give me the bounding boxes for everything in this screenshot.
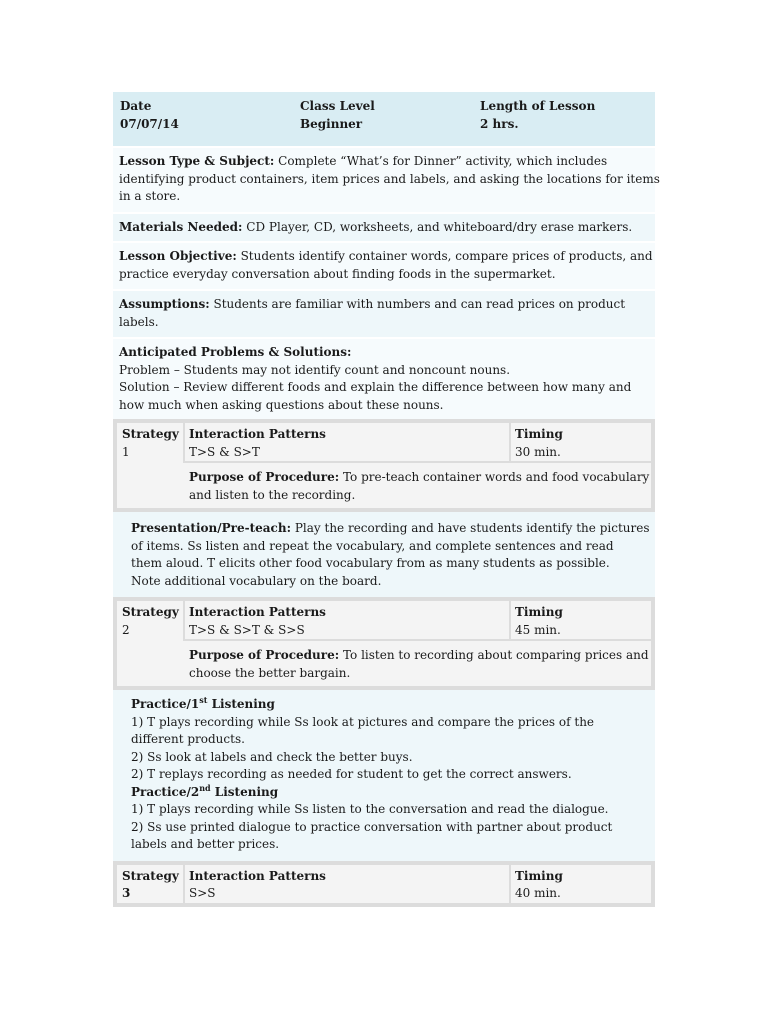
lesson-type-label: Lesson Type & Subject: — [119, 154, 275, 168]
practice-2-line-3: labels and better prices. — [131, 837, 280, 851]
timing-value: 45 min. — [515, 622, 561, 637]
problem-text: Problem – Students may not identify count and noncount nouns. — [119, 362, 511, 377]
objective-text-1: Students identify container words, compare prices of products, and — [236, 249, 653, 263]
interaction-pattern: T>S & S>T — [189, 444, 260, 459]
purpose-text-2: and listen to the recording. — [189, 487, 356, 502]
timing-cell — [515, 868, 563, 903]
practice-1-line-2: different products. — [131, 732, 245, 746]
timing-cell — [515, 426, 563, 461]
timing-cell — [515, 604, 563, 639]
purpose-text-1: To listen to recording about comparing prices and — [339, 648, 649, 662]
materials-label: Materials Needed: — [119, 219, 243, 234]
date-cell — [120, 98, 179, 133]
timing-label: Timing — [515, 605, 563, 619]
purpose-text-2: choose the better bargain. — [189, 665, 351, 680]
strategy-2-cell — [122, 604, 179, 639]
strategy-label: Strategy — [122, 868, 179, 883]
strategy-number: 2 — [122, 622, 130, 637]
assumptions-label: Assumptions: — [119, 297, 210, 311]
presentation-text-2: of items. Ss listen and repeat the vocabulary, and complete sentences and read — [131, 538, 614, 553]
strategy-3-box — [113, 861, 655, 907]
practice-section — [113, 690, 655, 861]
practice-1-line-1: 1) T plays recording while Ss look at pictures and compare the prices of the — [131, 714, 595, 729]
presentation-text-3: them aloud. T elicits other food vocabulary from as many students as possible. — [131, 556, 610, 570]
interaction-label: Interaction Patterns — [189, 427, 326, 441]
strategy-1-cell — [122, 426, 179, 461]
solution-text-2: how much when asking questions about these nouns. — [119, 397, 444, 412]
practice-1-heading: Practice/1st Listening — [131, 695, 275, 711]
assumptions-text-1: Students are familiar with numbers and can read prices on product — [209, 297, 626, 311]
purpose-text-1: To pre-teach container words and food vocabulary — [339, 470, 650, 484]
header-row — [113, 92, 655, 146]
lesson-type-text-1: Complete “What’s for Dinner” activity, which includes — [274, 154, 608, 168]
assumptions-text-2: labels. — [119, 314, 159, 329]
lesson-plan-table — [113, 92, 660, 907]
purpose-label: Purpose of Procedure: — [189, 648, 340, 662]
strategy-label: Strategy — [122, 427, 179, 441]
materials-section — [113, 214, 655, 242]
practice-1-line-3: 2) Ss look at labels and check the better buys. — [131, 749, 413, 764]
date-value: 07/07/14 — [120, 116, 179, 131]
assumptions-section — [113, 291, 655, 337]
purpose-cell — [117, 463, 651, 508]
problems-section — [113, 339, 655, 419]
presentation-label: Presentation/Pre-teach: — [131, 521, 292, 535]
interaction-cell — [189, 868, 326, 903]
strategy-3-cell — [122, 868, 179, 903]
interaction-cell — [189, 604, 326, 639]
interaction-label: Interaction Patterns — [189, 868, 326, 883]
interaction-cell — [189, 426, 326, 461]
materials-text: CD Player, CD, worksheets, and whiteboard/dry erase markers. — [242, 219, 633, 234]
class-level-value: Beginner — [300, 116, 363, 131]
class-level-cell — [300, 98, 375, 133]
timing-label: Timing — [515, 427, 563, 441]
practice-2-heading: Practice/2nd Listening — [131, 782, 279, 799]
objective-text-2: practice everyday conversation about finding foods in the supermarket. — [119, 266, 556, 281]
lesson-length-cell — [480, 98, 595, 133]
timing-label: Timing — [515, 868, 563, 883]
lesson-type-text-2: identifying product containers, item prices and labels, and asking the locations for items — [119, 171, 660, 186]
objective-section — [113, 243, 655, 289]
purpose-label: Purpose of Procedure: — [189, 470, 340, 484]
strategy-number: 1 — [122, 444, 130, 459]
interaction-label: Interaction Patterns — [189, 605, 326, 619]
problems-label: Anticipated Problems & Solutions: — [119, 345, 352, 359]
practice-2-line-2: 2) Ss use printed dialogue to practice conversation with partner about product — [131, 819, 613, 834]
purpose-cell — [117, 641, 651, 686]
presentation-section — [113, 512, 655, 597]
timing-value: 30 min. — [515, 444, 561, 459]
strategy-number: 3 — [122, 886, 131, 900]
strategy-label: Strategy — [122, 605, 179, 619]
class-level-label: Class Level — [300, 99, 375, 113]
presentation-text-1: Play the recording and have students identify the pictures — [291, 521, 650, 535]
lesson-type-section — [113, 148, 660, 212]
objective-label: Lesson Objective: — [119, 249, 237, 263]
strategy-1-box — [113, 419, 655, 512]
timing-value: 40 min. — [515, 886, 561, 900]
presentation-text-4: Note additional vocabulary on the board. — [131, 573, 382, 588]
lesson-length-value: 2 hrs. — [480, 116, 519, 131]
lesson-length-label: Length of Lesson — [480, 99, 596, 113]
lesson-type-text-3: in a store. — [119, 189, 181, 203]
practice-2-line-1: 1) T plays recording while Ss listen to the conversation and read the dialogue. — [131, 802, 609, 816]
date-label: Date — [120, 99, 152, 113]
interaction-pattern: S>S — [189, 886, 216, 900]
strategy-2-box — [113, 597, 655, 690]
practice-1-line-4: 2) T replays recording as needed for student to get the correct answers. — [131, 767, 572, 781]
solution-text-1: Solution – Review different foods and explain the difference between how many and — [119, 380, 632, 394]
interaction-pattern: T>S & S>T & S>S — [189, 622, 305, 637]
